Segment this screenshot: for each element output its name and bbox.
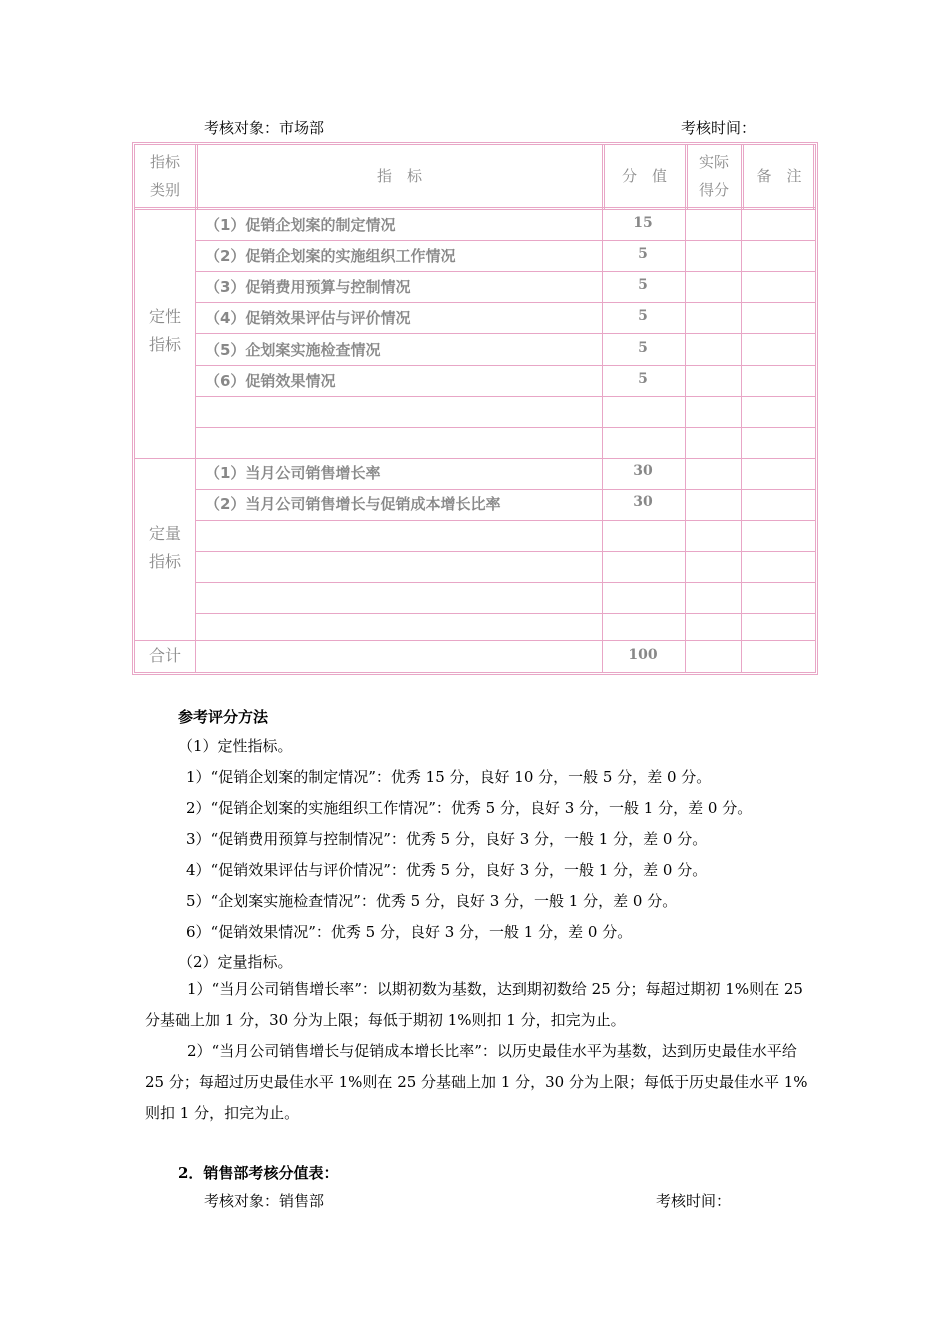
quant-heading: （2）定量指标。 <box>178 953 293 971</box>
quant-item: 2）“当月公司销售增长与促销成本增长比率”：以历史最佳水平为基数，达到历史最佳水平给 25 分；每超过历史最佳水平 1%则在 25 分基础上加 1 分，30 分为上限；每低于历史最佳水平 1%则扣 1 分，扣完为止。 <box>145 1042 808 1122</box>
table-row-score: 15 <box>633 215 653 231</box>
table-row-score: 5 <box>638 277 648 293</box>
qual-item: 2）“促销企划案的实施组织工作情况”：优秀 5 分，良好 3 分，一般 1 分，差 0 分。 <box>186 799 753 817</box>
header-actual-score: 实际 得分 <box>698 153 729 199</box>
category-qualitative: 定性 指标 <box>148 307 181 354</box>
table-row-score: 30 <box>633 463 653 479</box>
table-row-score: 5 <box>638 340 648 356</box>
table-row-score: 30 <box>633 494 653 510</box>
table-row-name: （1）当月公司销售增长率 <box>205 464 381 482</box>
table-row-name: （4）促销效果评估与评价情况 <box>205 309 411 327</box>
table-row-name: （2）促销企划案的实施组织工作情况 <box>205 247 456 265</box>
method-title: 参考评分方法 <box>178 708 269 726</box>
header-score: 分 值 <box>621 167 667 185</box>
header-category: 指标 类别 <box>149 153 180 199</box>
table-row-name: （3）促销费用预算与控制情况 <box>205 278 411 296</box>
qual-item: 3）“促销费用预算与控制情况”：优秀 5 分，良好 3 分，一般 1 分，差 0 分。 <box>186 830 708 848</box>
table-row-score: 5 <box>638 308 648 324</box>
section2-time-label: 考核时间： <box>656 1192 732 1210</box>
table-row-name: （1）促销企划案的制定情况 <box>205 216 396 234</box>
table-row-name: （2）当月公司销售增长与促销成本增长比率 <box>205 495 501 513</box>
header-indicator: 指 标 <box>376 167 422 185</box>
table-row-score: 5 <box>638 246 648 262</box>
qual-item: 5）“企划案实施检查情况”：优秀 5 分，良好 3 分，一般 1 分，差 0 分。 <box>186 892 678 910</box>
total-label: 合计 <box>148 646 181 665</box>
object-label: 考核对象：市场部 <box>204 119 325 137</box>
category-quantitative: 定量 指标 <box>148 524 181 571</box>
time-label: 考核时间： <box>681 119 757 137</box>
qual-item: 4）“促销效果评估与评价情况”：优秀 5 分，良好 3 分，一般 1 分，差 0 分。 <box>186 861 708 879</box>
section2-title: 2．销售部考核分值表： <box>178 1164 339 1182</box>
table-row-name: （6）促销效果情况 <box>205 372 336 390</box>
quant-item: 1）“当月公司销售增长率”：以期初数为基数，达到期初数给 25 分；每超过期初 1%则在 25 分基础上加 1 分，30 分为上限；每低于期初 1%则扣 1 分，扣完为止。 <box>145 980 803 1029</box>
qual-heading: （1）定性指标。 <box>178 737 293 755</box>
qual-item: 6）“促销效果情况”：优秀 5 分，良好 3 分，一般 1 分，差 0 分。 <box>186 923 633 941</box>
table-row-score: 5 <box>638 371 648 387</box>
section2-object-label: 考核对象：销售部 <box>204 1192 325 1210</box>
header-note: 备 注 <box>756 167 802 185</box>
qual-item: 1）“促销企划案的制定情况”：优秀 15 分，良好 10 分，一般 5 分，差 0 分。 <box>186 768 712 786</box>
table-row-name: （5）企划案实施检查情况 <box>205 341 381 359</box>
assessment-table <box>132 142 818 675</box>
total-score: 100 <box>628 647 658 663</box>
